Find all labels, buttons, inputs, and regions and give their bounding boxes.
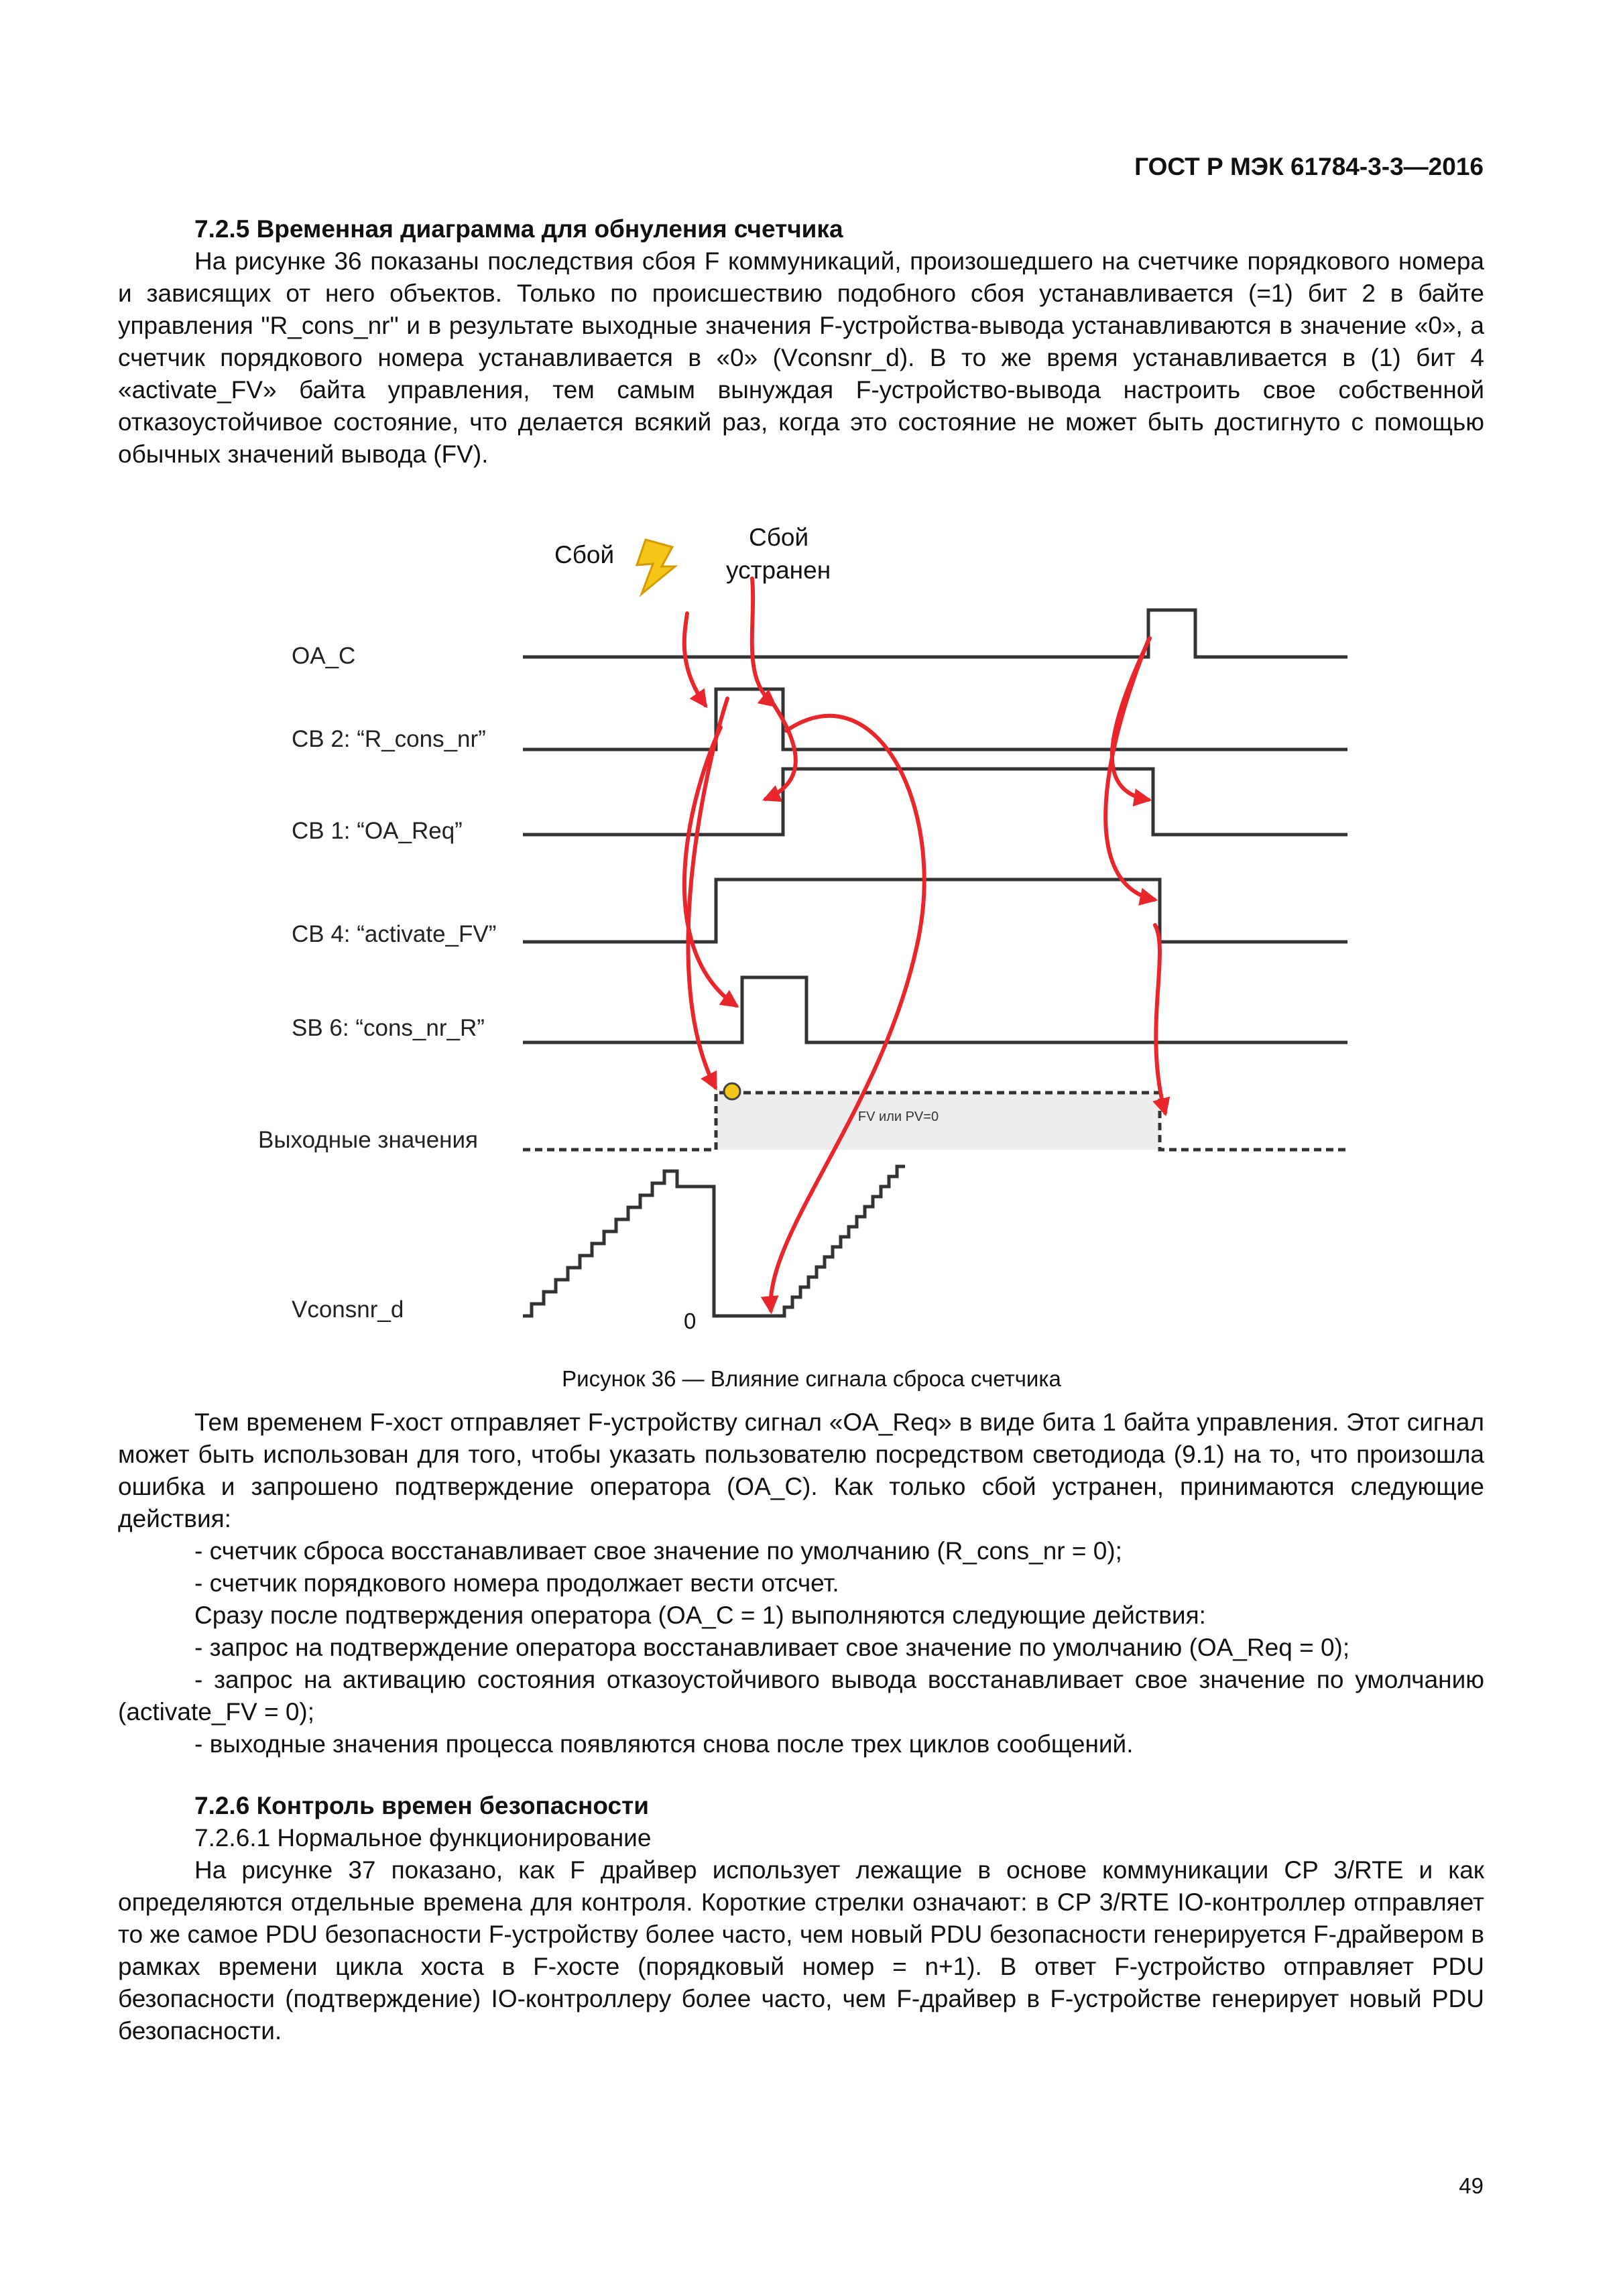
paragraph: Тем временем F-хост отправляет F-устройству сигнал «OA_Req» в виде бита 1 байта управления. Этот сигнал может быть использован для того, чтобы указать пользователю посредством светодиода (9.1) на то, что произошла ошибка и запрошено подтверждение оператора (OA_C). Как только сбой устранен, принимаются следующие действия: <box>118 1408 1484 1532</box>
arrow-activate-fv-to-outputs <box>1155 925 1165 1113</box>
figure-caption: Рисунок 36 — Влияние сигнала сброса счетчика <box>562 1366 1061 1391</box>
list-item: - счетчик порядкового номера продолжает вести отсчет. <box>194 1569 839 1597</box>
fv-pv-label: FV или PV=0 <box>857 1109 939 1124</box>
paragraph: Сразу после подтверждения оператора (OA_C = 1) выполняются следующие действия: <box>194 1602 1206 1629</box>
timing-diagram <box>248 509 1361 1341</box>
signal-label-vconsnr: Vconsnr_d <box>292 1296 404 1323</box>
lightning-bolt-icon <box>637 540 675 594</box>
subsection-heading: 7.2.6.1 Нормальное функционирование <box>194 1824 652 1852</box>
document-standard-id: ГОСТ Р МЭК 61784-3-3—2016 <box>1134 153 1484 180</box>
arrow-to-vconsnr <box>771 716 924 1311</box>
zero-label: 0 <box>684 1309 697 1333</box>
fault-cleared-label-line2: устранен <box>726 556 831 584</box>
section-7-2-6 <box>118 1790 1484 2047</box>
section-7-2-5 <box>118 213 1484 471</box>
paragraph: На рисунке 37 показано, как F драйвер использует лежащие в основе коммуникации CP 3/RTE и как определяются отдельные времена для контроля. Короткие стрелки означают: в CP 3/RTE IO-контроллер отправляет то же самое PDU безопасности F-устройству более часто, чем новый PDU безопасности генерируется F-драйвером в рамках времени цикла хоста в F-хосте (порядковый номер = n+1). В ответ F-устройство отправляет PDU безопасности (подтверждение) IO-контроллеру более часто, чем F-драйвер в F-устройстве генерирует новый PDU безопасности. <box>118 1856 1484 2045</box>
list-item: - счетчик сброса восстанавливает свое значение по умолчанию (R_cons_nr = 0); <box>194 1537 1122 1565</box>
signal-label-outputs: Выходные значения <box>258 1127 479 1153</box>
signal-label-oa-c: OA_C <box>292 643 356 669</box>
section-heading: 7.2.6 Контроль времен безопасности <box>194 1792 649 1819</box>
page-number: 49 <box>1459 2173 1484 2198</box>
waveform-activate-fv <box>523 880 1347 942</box>
waveform-cons-nr-r <box>523 977 1347 1042</box>
event-marker <box>724 1083 740 1099</box>
signal-label-cb1: CB 1: “OA_Req” <box>292 818 463 844</box>
waveform-r-cons-nr <box>523 689 1347 749</box>
list-item: - запрос на подтверждение оператора восстанавливает свое значение по умолчанию (OA_Req = 0); <box>194 1634 1350 1661</box>
signal-label-sb6: SB 6: “cons_nr_R” <box>292 1015 485 1041</box>
list-item: - запрос на активацию состояния отказоустойчивого вывода восстанавливает свое значение по умолчанию (activate_FV = 0); <box>118 1666 1484 1726</box>
signal-label-cb2: CB 2: “R_cons_nr” <box>292 726 486 752</box>
section-heading: 7.2.5 Временная диаграмма для обнуления счетчика <box>194 215 843 243</box>
arrow-oa-c-to-oa-req <box>1112 638 1150 800</box>
waveform-oa-c <box>523 610 1347 657</box>
list-item: - выходные значения процесса появляются снова после трех циклов сообщений. <box>194 1730 1134 1758</box>
fault-label: Сбой <box>554 541 615 568</box>
figure-explanation <box>118 1406 1484 1760</box>
paragraph: На рисунке 36 показаны последствия сбоя F коммуникаций, произошедшего на счетчике порядкового номера и зависящих от него объектов. Только по происшествию подобного сбоя устанавливается (=1) бит 2 в байте управления "R_cons_nr" и в результате выходные значения F-устройства-вывода устанавливаются в значение «0», а счетчик порядкового номера устанавливается в «0» (Vconsnr_d). В то же время устанавливается в (1) бит 4 «activate_FV» байта управления, тем самым вынуждая F-устройство-вывода настроить свое собственной отказоустойчивое состояние, что делается всякий раз, когда это состояние не может быть достигнуто с помощью обычных значений вывода (FV). <box>118 247 1484 468</box>
waveform-oa-req <box>523 769 1347 835</box>
arrow-cleared-to-r-cons-nr <box>752 579 774 705</box>
signal-label-cb4: CB 4: “activate_FV” <box>292 921 497 947</box>
waveform-vconsnr-staircase <box>523 1166 905 1316</box>
fault-cleared-label-line1: Сбой <box>749 524 809 551</box>
arrow-fault-to-r-cons-nr <box>684 613 705 705</box>
